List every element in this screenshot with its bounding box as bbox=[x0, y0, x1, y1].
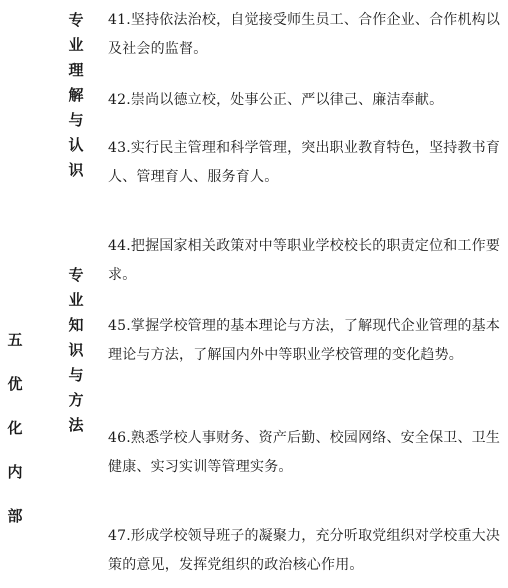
section-title-char: 专 bbox=[68, 11, 84, 29]
section-title-char: 专 bbox=[68, 266, 84, 284]
requirement-item-46: 46.熟悉学校人事财务、资产后勤、校园网络、安全保卫、卫生健康、实习实训等管理实务。 bbox=[108, 430, 501, 475]
section-title-knowledge bbox=[62, 263, 90, 438]
section-title-char: 业 bbox=[68, 36, 84, 54]
section-title-char: 解 bbox=[68, 86, 84, 104]
requirement-item-41: 41.坚持依法治校，自觉接受师生员工、合作企业、合作机构以及社会的监督。 bbox=[108, 12, 501, 57]
requirement-item-43: 43.实行民主管理和科学管理，突出职业教育特色，坚持教书育人、管理育人、服务育人。 bbox=[108, 140, 501, 185]
major-category-label bbox=[0, 318, 30, 538]
requirement-item-47: 47.形成学校领导班子的凝聚力，充分听取党组织对学校重大决策的意见，发挥党组织的政治核心作用。 bbox=[108, 528, 501, 573]
section-title-char: 与 bbox=[68, 111, 84, 129]
section-title-char: 方 bbox=[68, 391, 84, 409]
major-category-char: 内 bbox=[7, 463, 23, 481]
requirement-item-44: 44.把握国家相关政策对中等职业学校校长的职责定位和工作要求。 bbox=[108, 238, 501, 283]
section-title-understanding bbox=[62, 8, 90, 183]
requirement-item-42: 42.崇尚以德立校，处事公正、严以律己、廉洁奉献。 bbox=[108, 92, 444, 108]
section-title-char: 与 bbox=[68, 366, 84, 384]
major-category-char: 部 bbox=[7, 507, 23, 525]
section-title-char: 知 bbox=[68, 316, 84, 334]
major-category-char: 五 bbox=[7, 331, 23, 349]
requirement-item-45: 45.掌握学校管理的基本理论与方法，了解现代企业管理的基本理论与方法，了解国内外中等职业学校管理的变化趋势。 bbox=[108, 318, 501, 363]
section-title-char: 识 bbox=[68, 341, 84, 359]
section-title-char: 业 bbox=[68, 291, 84, 309]
section-title-char: 理 bbox=[68, 61, 84, 79]
section-title-char: 识 bbox=[68, 161, 84, 179]
section-title-char: 法 bbox=[68, 416, 84, 434]
major-category-char: 化 bbox=[7, 419, 23, 437]
section-title-char: 认 bbox=[68, 136, 84, 154]
major-category-char: 优 bbox=[7, 375, 23, 393]
